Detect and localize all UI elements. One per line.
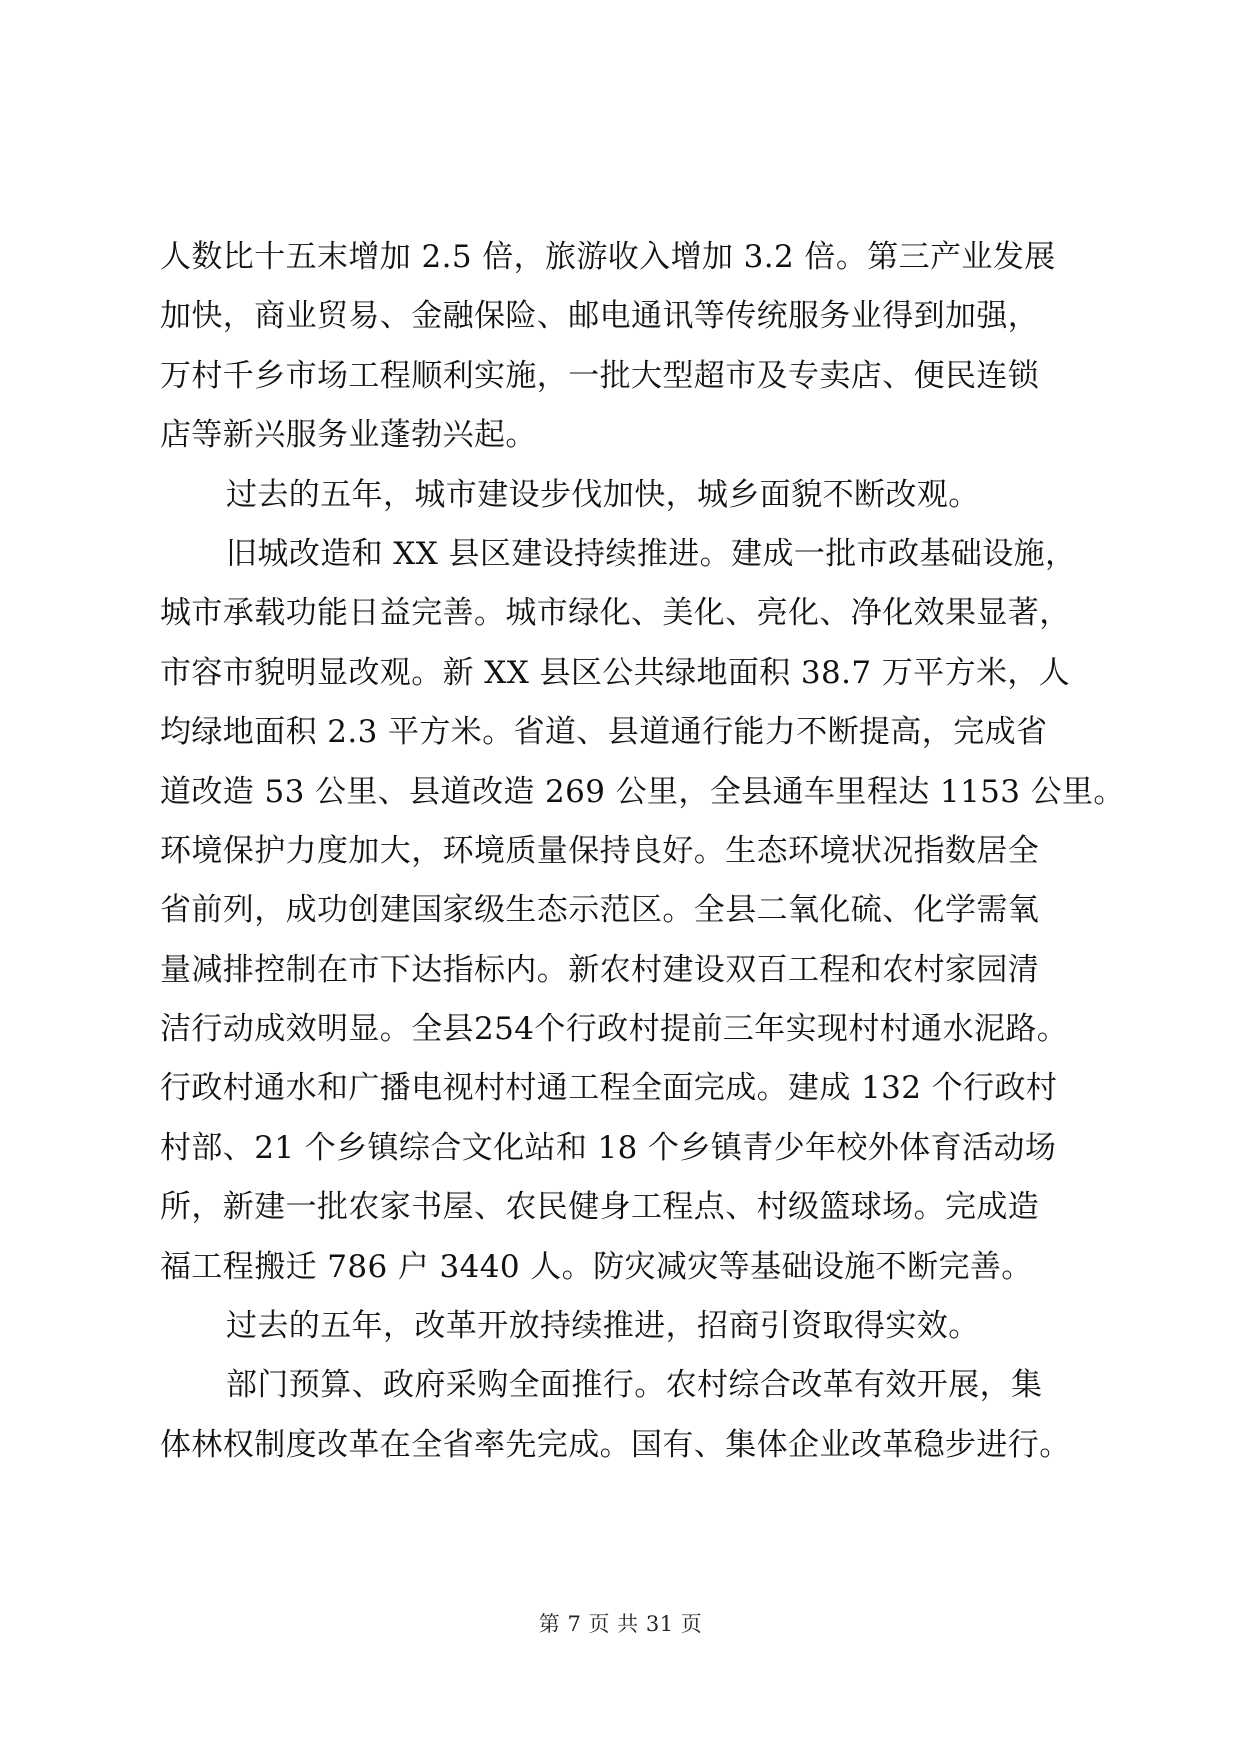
text-line-2: 加快，商业贸易、金融保险、邮电通讯等传统服务业得到加强， bbox=[160, 298, 1040, 335]
document-body bbox=[160, 228, 1125, 1475]
section-heading-urban-construction: 过去的五年，城市建设步伐加快，城乡面貌不断改观。 bbox=[226, 476, 980, 513]
page-number-footer: 第 7 页 共 31 页 bbox=[538, 1612, 703, 1636]
text-line-9: 均绿地面积 2.3 平方米。省道、县道通行能力不断提高，完成省 bbox=[160, 714, 1048, 751]
text-line-20: 部门预算、政府采购全面推行。农村综合改革有效开展，集 bbox=[226, 1367, 1043, 1404]
text-line-7: 城市承载功能日益完善。城市绿化、美化、亮化、净化效果显著， bbox=[160, 595, 1071, 632]
text-line-10: 道改造 53 公里、县道改造 269 公里，全县通车里程达 1153 公里。 bbox=[160, 773, 1125, 810]
section-heading-reform-opening: 过去的五年，改革开放持续推进，招商引资取得实效。 bbox=[226, 1308, 980, 1345]
text-line-17: 所，新建一批农家书屋、农民健身工程点、村级篮球场。完成造 bbox=[160, 1189, 1040, 1226]
text-line-18: 福工程搬迁 786 户 3440 人。防灾减灾等基础设施不断完善。 bbox=[160, 1248, 1033, 1285]
text-line-6: 旧城改造和 XX 县区建设持续推进。建成一批市政基础设施， bbox=[226, 535, 1077, 572]
text-line-11: 环境保护力度加大，环境质量保持良好。生态环境状况指数居全 bbox=[160, 832, 1040, 869]
text-line-8: 市容市貌明显改观。新 XX 县区公共绿地面积 38.7 万平方米，人 bbox=[160, 654, 1071, 691]
text-line-3: 万村千乡市场工程顺利实施，一批大型超市及专卖店、便民连锁 bbox=[160, 357, 1040, 394]
text-line-4: 店等新兴服务业蓬勃兴起。 bbox=[160, 417, 537, 454]
text-line-16: 村部、21 个乡镇综合文化站和 18 个乡镇青少年校外体育活动场 bbox=[160, 1129, 1057, 1166]
text-line-1: 人数比十五末增加 2.5 倍，旅游收入增加 3.2 倍。第三产业发展 bbox=[160, 239, 1056, 275]
text-line-13: 量减排控制在市下达指标内。新农村建设双百工程和农村家园清 bbox=[160, 951, 1040, 988]
text-line-12: 省前列，成功创建国家级生态示范区。全县二氧化硫、化学需氧 bbox=[160, 892, 1040, 929]
text-line-14: 洁行动成效明显。全县254个行政村提前三年实现村村通水泥路。 bbox=[160, 1011, 1069, 1048]
text-line-21: 体林权制度改革在全省率先完成。国有、集体企业改革稳步进行。 bbox=[160, 1426, 1071, 1463]
text-line-15: 行政村通水和广播电视村村通工程全面完成。建成 132 个行政村 bbox=[160, 1070, 1058, 1107]
